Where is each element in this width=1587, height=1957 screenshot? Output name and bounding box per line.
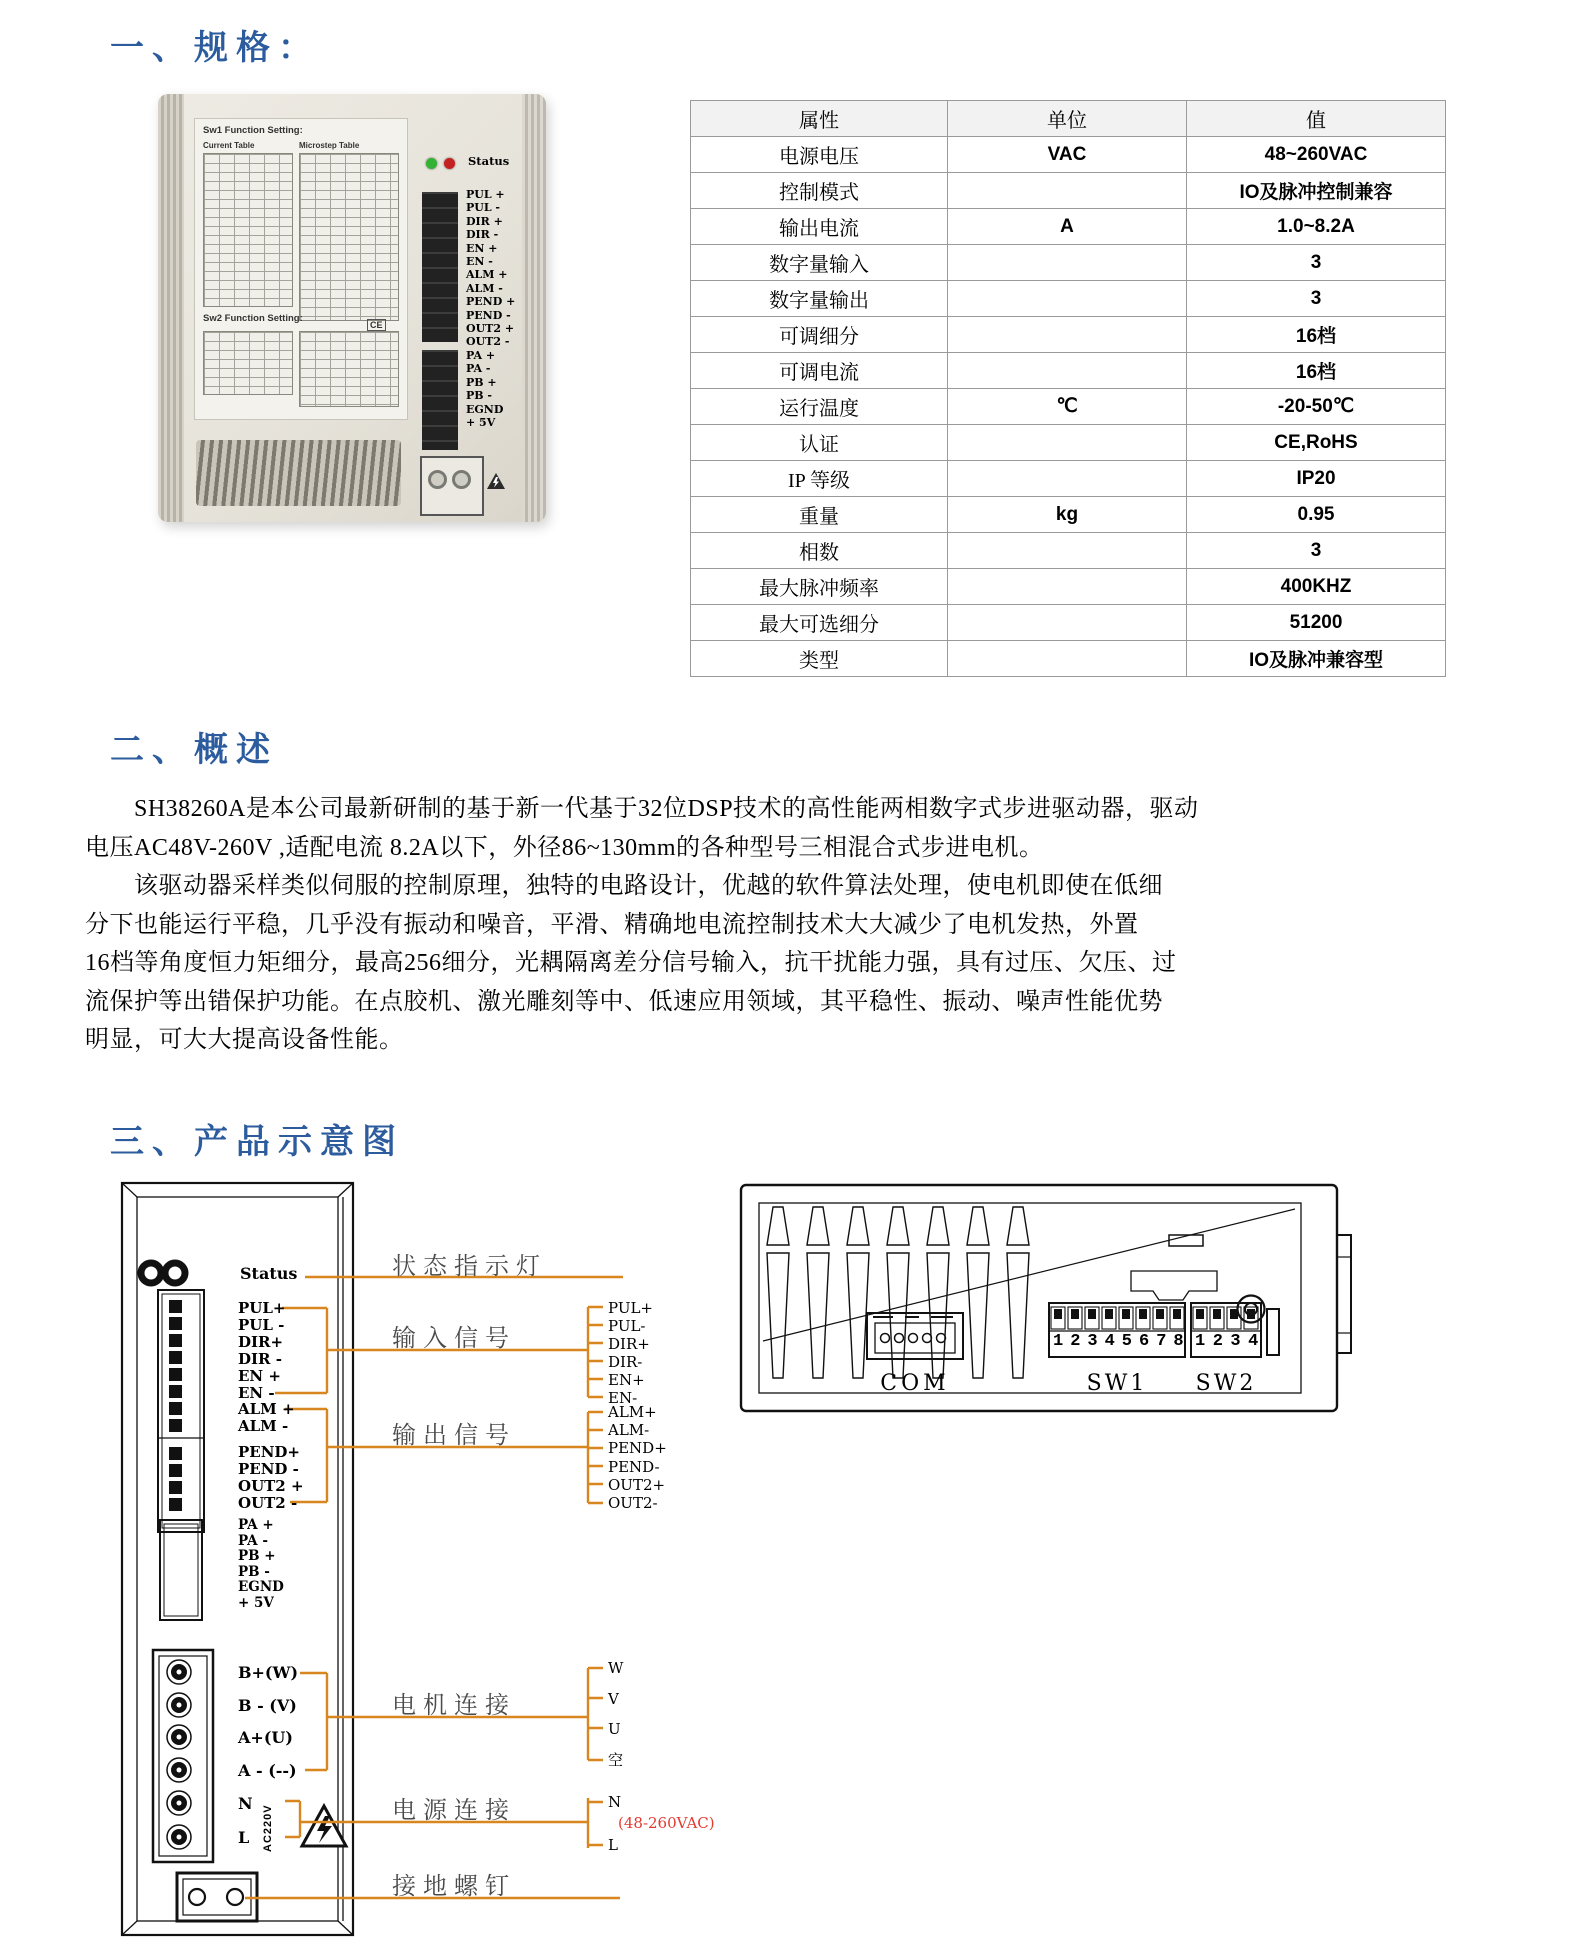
top-view-diagram [739,1173,1369,1418]
attribute-cell: 输出电流 [691,209,948,245]
wire-motor-labels [608,1653,623,1776]
callout-output-signals: 输出信号 [392,1423,516,1449]
pin-label: L [238,1828,250,1847]
photo-pin-label: PB - [466,389,492,403]
pin-label: A - (--) [238,1760,297,1780]
sw2-label: SW2 [1195,1371,1257,1396]
attribute-cell: 可调细分 [691,317,948,353]
photo-pin-label: EN + [466,241,498,255]
value-cell: 16档 [1187,353,1446,389]
photo-pin-label: PA - [466,362,491,376]
pin-label: PEND - [238,1460,299,1478]
photo-pin-label: + 5V [466,415,496,429]
pin-label: PA + [238,1517,274,1533]
unit-cell [948,605,1187,641]
pin-label: PUL - [238,1316,285,1334]
voltage-note: (48-260VAC) [618,1814,715,1832]
pin-label: B+(W) [238,1663,299,1682]
callout-ground-screw: 接地螺钉 [392,1874,516,1900]
green-led-icon [426,158,437,169]
encoder-connector-block [422,350,458,450]
wire-label: PUL+ [608,1299,653,1317]
table-row [691,641,1446,677]
unit-cell [948,641,1187,677]
top-view-linework [739,1173,1369,1418]
unit-cell [948,281,1187,317]
microstep-table-title: Microstep Table [299,141,360,150]
table-row [691,425,1446,461]
unit-cell [948,533,1187,569]
wire-label: DIR+ [608,1335,650,1353]
photo-pin-label: PUL + [466,188,505,201]
wire-label: DIR- [608,1353,643,1371]
section2-heading: 二、概述 [110,732,278,769]
sw1-setting-title: Sw1 Function Setting: [203,125,303,136]
callout-input-signals: 输入信号 [392,1326,516,1352]
front-input-pins [238,1300,285,1402]
table-row [691,569,1446,605]
value-cell: 1.0~8.2A [1187,209,1446,245]
wire-label: OUT2- [608,1494,658,1513]
sw2-table [203,331,293,395]
overview-paragraph [85,790,1210,1060]
section1-heading: 一、规格： [110,30,320,67]
table-row [691,317,1446,353]
io-connector-block [422,192,458,342]
front-encoder-pins [238,1518,284,1611]
heatsink-fins-right [522,94,546,522]
pin-label: OUT2 + [238,1477,304,1495]
pin-label: EGND [238,1579,284,1595]
table-row [691,353,1446,389]
value-cell: 48~260VAC [1187,137,1446,173]
callout-motor-connection: 电机连接 [392,1693,516,1719]
attribute-cell: 电源电压 [691,137,948,173]
photo-pin-label: ALM - [466,281,503,295]
paragraph-line: 流保护等出错保护功能。在点胶机、激光雕刻等中、低速应用领域，其平稳性、振动、噪声性能优势 [85,988,1163,1015]
wire-power-l: L [608,1836,618,1854]
attribute-cell: 可调电流 [691,353,948,389]
wire-label: ALM+ [608,1403,657,1421]
spec-table-body [691,137,1446,677]
photo-pin-label: PEND - [466,308,511,322]
pin-label: ALM + [238,1400,295,1418]
value-cell: 3 [1187,245,1446,281]
attribute-cell: 认证 [691,425,948,461]
paragraph-line: 分下也能运行平稳，几乎没有振动和噪音，平滑、精确地电流控制技术大大减少了电机发热，外置 [85,911,1139,938]
wire-label: W [608,1659,624,1677]
pin-label: B - (V) [238,1695,297,1715]
paragraph-line: 明显，可大大提高设备性能。 [85,1027,404,1053]
photo-pin-label: EN - [466,255,493,269]
photo-status-label: Status [468,154,510,168]
photo-pin-label: DIR - [466,228,499,242]
encoder-connector [160,1520,202,1620]
pin-label: EN - [238,1384,275,1402]
unit-cell: kg [948,497,1187,533]
photo-pin-label: OUT2 + [466,322,515,336]
warning-triangle-icon [486,472,506,490]
table-row [691,533,1446,569]
column-header: 属性 [691,101,948,137]
wire-power-n: N [608,1793,622,1811]
photo-pin-label: PEND + [466,295,516,309]
table-header-row [691,101,1446,137]
pin-label: OUT2 - [238,1494,298,1512]
photo-pin-label: DIR + [466,214,503,228]
value-cell: 51200 [1187,605,1446,641]
front-view-diagram [100,1160,840,1957]
terminal-screw-icon [428,470,447,489]
table-row [691,461,1446,497]
sw2-setting-title: Sw2 Function Setting: [203,313,303,324]
paragraph-line: SH38260A是本公司最新研制的基于新一代基于32位DSP技术的高性能两相数字式步进驱动器，驱动 [85,796,1199,822]
attribute-cell: 重量 [691,497,948,533]
attribute-cell: 数字量输入 [691,245,948,281]
wire-label: EN- [608,1389,638,1407]
photo-pin-labels [466,188,515,429]
side-slot [1267,1309,1279,1355]
pin-label: A+(U) [238,1728,293,1747]
table-row [691,173,1446,209]
column-header: 单位 [948,101,1187,137]
io-connector [158,1290,204,1532]
unit-cell [948,425,1187,461]
attribute-cell: 运行温度 [691,389,948,425]
wire-label: PUL- [608,1317,646,1335]
pin-label: PUL+ [238,1299,286,1317]
pin-label: N [238,1794,253,1813]
pin-label: PB - [238,1563,270,1580]
unit-cell [948,245,1187,281]
ce-mark: CE [367,319,386,331]
front-out-pins [238,1444,304,1512]
wire-label: PEND+ [608,1439,667,1458]
unit-cell: VAC [948,137,1187,173]
wire-label: ALM- [608,1421,650,1440]
pin-label: PB + [238,1548,276,1564]
com-connector [867,1313,963,1359]
current-table-title: Current Table [203,141,255,150]
unit-cell: A [948,209,1187,245]
attribute-cell: 最大脉冲频率 [691,569,948,605]
front-alarm-pins [238,1401,295,1435]
wire-output-labels [608,1403,667,1512]
pin-label: + 5V [238,1594,274,1611]
value-cell: 400KHZ [1187,569,1446,605]
unit-cell [948,317,1187,353]
value-cell: 3 [1187,281,1446,317]
spec-table [690,100,1446,677]
status-led-icon [141,1263,185,1283]
current-table [203,153,293,307]
red-led-icon [444,158,455,169]
wire-label: EN+ [608,1371,645,1389]
wire-input-labels [608,1299,653,1407]
notch [1131,1271,1217,1300]
terminal-screw-icon [452,470,471,489]
value-cell: 0.95 [1187,497,1446,533]
sw1-label: SW1 [1086,1371,1148,1396]
photo-pin-label: PA + [466,348,496,362]
table-row [691,605,1446,641]
pin-label: DIR+ [238,1333,284,1351]
din-clip [1337,1235,1351,1353]
unit-cell [948,353,1187,389]
value-cell: IO及脉冲兼容型 [1187,641,1446,677]
value-cell: IP20 [1187,461,1446,497]
idle-current-table [299,331,399,407]
photo-pin-label: ALM + [466,268,508,282]
table-row [691,281,1446,317]
value-cell: 16档 [1187,317,1446,353]
table-row [691,245,1446,281]
sw2-digits: 1234 [1195,1332,1266,1351]
motor-power-connector [153,1650,213,1862]
front-motor-pins [238,1657,298,1787]
section3-heading: 三、产品示意图 [110,1124,404,1161]
photo-pin-label: OUT2 - [466,335,510,349]
attribute-cell: 类型 [691,641,948,677]
unit-cell [948,173,1187,209]
pin-label: PA - [238,1532,268,1549]
attribute-cell: 控制模式 [691,173,948,209]
sw1-digits: 12345678 [1053,1332,1191,1351]
microstep-table [299,153,399,321]
unit-cell [948,461,1187,497]
photo-pin-label: PUL - [466,201,500,215]
front-power-pins [238,1787,253,1855]
ac220v-label: AC220V [262,1804,274,1852]
heatsink-fins [763,1207,1295,1378]
wire-label: 空 [608,1751,624,1770]
label-panel [194,118,408,420]
pin-label: ALM - [238,1417,289,1435]
value-cell: -20-50℃ [1187,389,1446,425]
pin-label: DIR - [238,1350,282,1368]
value-cell: 3 [1187,533,1446,569]
table-row [691,209,1446,245]
table-row [691,497,1446,533]
attribute-cell: 数字量输出 [691,281,948,317]
unit-cell [948,569,1187,605]
paragraph-line: 该驱动器采样类似伺服的控制原理，独特的电路设计，优越的软件算法处理，使电机即使在低细 [85,873,1163,899]
pin-label: EN + [238,1367,281,1385]
heatsink-fins-left [158,94,184,522]
wire-label: OUT2+ [608,1475,666,1494]
value-cell: IO及脉冲控制兼容 [1187,173,1446,209]
callout-status-indicator: 状态指示灯 [392,1254,547,1280]
wire-label: PEND- [608,1457,660,1476]
photo-pin-label: EGND [466,402,504,416]
warning-triangle-icon [302,1806,346,1846]
table-row [691,389,1446,425]
photo-pin-label: PB + [466,375,497,389]
front-status-label: Status [240,1264,298,1283]
product-photo [130,84,570,534]
attribute-cell: 最大可选细分 [691,605,948,641]
value-cell: CE,RoHS [1187,425,1446,461]
attribute-cell: IP 等级 [691,461,948,497]
wire-label: V [608,1689,619,1708]
wire-label: U [608,1720,621,1739]
column-header: 值 [1187,101,1446,137]
heatsink-fins-bottom [196,440,401,506]
unit-cell: ℃ [948,389,1187,425]
paragraph-line: 16档等角度恒力矩细分，最高256细分，光耦隔离差分信号输入，抗干扰能力强，具有过压、欠压、过 [85,950,1177,976]
table-row [691,137,1446,173]
callout-power-connection: 电源连接 [392,1798,516,1824]
attribute-cell: 相数 [691,533,948,569]
paragraph-line: 电压AC48V-260V ,适配电流 8.2A以下，外径86~130mm的各种型号三相混合式步进电机。 [85,834,1044,861]
pin-label: PEND+ [238,1443,300,1461]
com-label: COM [880,1371,950,1396]
